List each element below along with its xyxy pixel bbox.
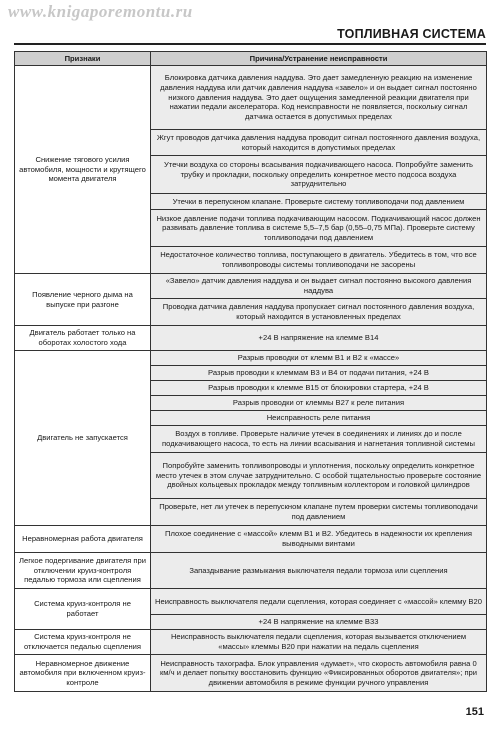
cause-cell: Низкое давление подачи топлива подкачивающим насосом. Подкачивающий насос должен развивать давление топлива в системе 5,5–7,5 бар (0,55–0,75 МПа). Проверьте систему топливоподачи под давлением bbox=[151, 210, 487, 247]
cause-cell: Блокировка датчика давления наддува. Это дает замедленную реакцию на изменение давления наддува или датчик давления наддува «завело» и он выдает сигнал постоянно низкого давления наддува. Это дает ощущения замедленной реакции двигателя при нажатии педали акселератора. Код неисправности не появляется, поскольку сигнал датчика остается в допустимых пределах bbox=[151, 66, 487, 130]
cause-cell: Утечки в перепускном клапане. Проверьте систему топливоподачи под давлением bbox=[151, 194, 487, 210]
table-row bbox=[15, 553, 487, 589]
header-rule bbox=[14, 43, 486, 45]
symptom-cell: Неравномерное движение автомобиля при включенном круиз-контроле bbox=[15, 655, 151, 692]
cause-cell: Запаздывание размыкания выключателя педали тормоза или сцепления bbox=[151, 553, 487, 589]
cause-cell: Проверьте, нет ли утечек в перепускном клапане путем проверки системы топливоподачи под давлением bbox=[151, 499, 487, 526]
table-row bbox=[15, 655, 487, 692]
table-row bbox=[15, 274, 487, 299]
cause-cell: Жгут проводов датчика давления наддува проводит сигнал постоянного давления воздуха, который находится в допустимых пределах bbox=[151, 130, 487, 156]
cause-cell: Разрыв проводки к клеммам В3 и В4 от подачи питания, +24 В bbox=[151, 366, 487, 381]
symptom-cell: Легкое подергивание двигателя при отключении круиз-контроля педалью тормоза или сцепления bbox=[15, 553, 151, 589]
cause-cell: «Завело» датчик давления наддува и он выдает сигнал постоянно высокого давления наддува bbox=[151, 274, 487, 299]
cause-cell: Проводка датчика давления наддува пропускает сигнал постоянного давления воздуха, который находится в установленных пределах bbox=[151, 299, 487, 326]
cause-cell: Неисправность реле питания bbox=[151, 411, 487, 426]
cause-cell: Разрыв проводки от клемм В1 и В2 к «массе» bbox=[151, 351, 487, 366]
cause-cell: Плохое соединение с «массой» клемм В1 и В2. Убедитесь в надежности их крепления выводными винтами bbox=[151, 526, 487, 553]
table-row bbox=[15, 326, 487, 351]
symptom-cell: Появление черного дыма на выпуске при разгоне bbox=[15, 274, 151, 326]
table-row bbox=[15, 526, 487, 553]
cause-cell: Воздух в топливе. Проверьте наличие утечек в соединениях и линиях до и после подкачивающего насоса, то есть на линии всасывания и нагнетания топливной системы bbox=[151, 426, 487, 453]
cause-cell: Недостаточное количество топлива, поступающего в двигатель. Убедитесь в том, что все топливопроводы системы топливоподачи не засорены bbox=[151, 247, 487, 274]
table-header-row bbox=[15, 52, 487, 66]
symptom-cell: Система круиз-контроля не работает bbox=[15, 589, 151, 630]
cause-cell: Разрыв проводки к клемме В15 от блокировки стартера, +24 В bbox=[151, 381, 487, 396]
cause-cell: Попробуйте заменить топливопроводы и уплотнения, поскольку определить конкретное место утечек в этом случае затруднительно. С особой тщательностью проверьте состояние двойных кольцевых прокладок между топливным коллектором и головкой цилиндров bbox=[151, 453, 487, 499]
cause-cell: +24 В напряжение на клемме В33 bbox=[151, 615, 487, 630]
cause-cell: Неисправность выключателя педали сцепления, которая вызывается отключением «массы» клеммы В20 при нажатии на педаль сцепления bbox=[151, 630, 487, 655]
cause-cell: +24 В напряжение на клемме В14 bbox=[151, 326, 487, 351]
cause-cell: Неисправность тахографа. Блок управления «думает», что скорость автомобиля равна 0 км/ч и делает попытку восстановить функцию «Фиксированных оборотов двигателя»; при движении автомобиля в режиме функции ручного управления bbox=[151, 655, 487, 692]
column-header-causes: Причина/Устранение неисправности bbox=[151, 52, 487, 66]
column-header-symptoms: Признаки bbox=[15, 52, 151, 66]
symptom-cell: Снижение тягового усилия автомобиля, мощности и крутящего момента двигателя bbox=[15, 66, 151, 274]
symptom-cell: Система круиз-контроля не отключается педалью сцепления bbox=[15, 630, 151, 655]
table-row bbox=[15, 630, 487, 655]
page-number: 151 bbox=[465, 706, 484, 718]
section-title: ТОПЛИВНАЯ СИСТЕМА bbox=[337, 27, 486, 41]
table-row bbox=[15, 351, 487, 366]
symptom-cell: Неравномерная работа двигателя bbox=[15, 526, 151, 553]
table-row bbox=[15, 66, 487, 130]
table-row bbox=[15, 589, 487, 615]
cause-cell: Разрыв проводки от клеммы В27 к реле питания bbox=[151, 396, 487, 411]
site-watermark: www.knigaporemontu.ru bbox=[8, 2, 193, 21]
symptom-cell: Двигатель работает только на оборотах холостого хода bbox=[15, 326, 151, 351]
symptom-cell: Двигатель не запускается bbox=[15, 351, 151, 526]
cause-cell: Утечки воздуха со стороны всасывания подкачивающего насоса. Попробуйте заменить трубку и прокладки, поскольку определить конкретное место подсоса воздуха затруднительно bbox=[151, 156, 487, 194]
cause-cell: Неисправность выключателя педали сцепления, которая соединяет с «массой» клемму В20 bbox=[151, 589, 487, 615]
troubleshooting-table bbox=[14, 51, 487, 692]
